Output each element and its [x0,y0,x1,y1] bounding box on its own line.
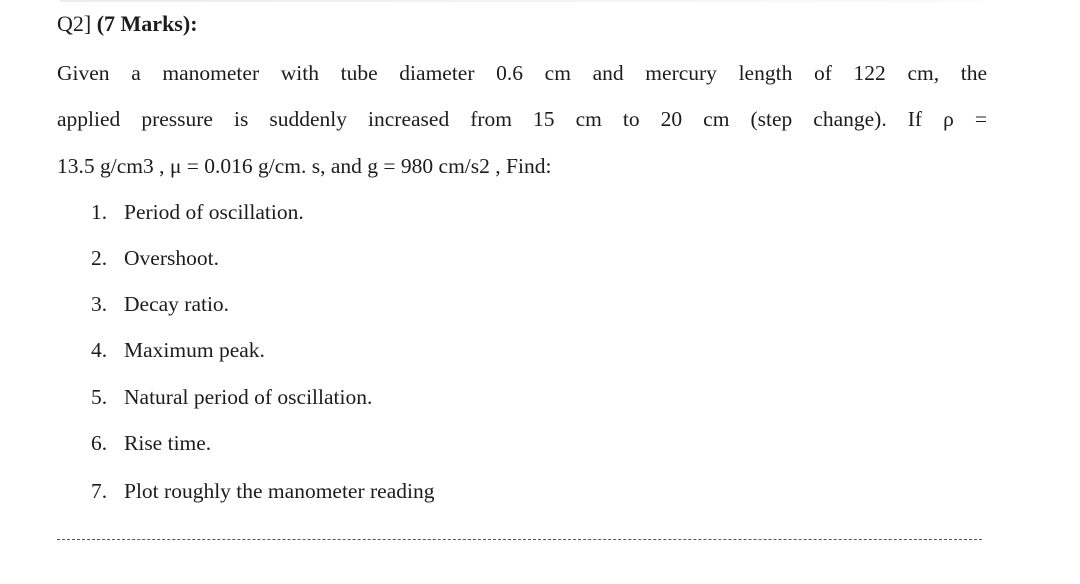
statement-line-2: applied pressure is suddenly increased from 15 cm to 20 cm (step change). If ρ = [57,107,987,131]
list-item-text: Natural period of oscillation. [124,385,373,409]
list-item-text: Overshoot. [124,246,219,270]
question-heading [57,10,198,38]
top-edge-divider [60,0,980,2]
list-item-number: 3. [91,292,108,316]
list-item-text: Decay ratio. [124,292,230,316]
list-item [91,383,372,411]
list-item-number: 1. [91,200,108,224]
list-item-text: Maximum peak. [124,338,265,362]
list-item [91,336,265,364]
statement-line-3: 13.5 g/cm3 , μ = 0.016 g/cm. s, and g = 980 cm/s2 , Find: [57,154,552,178]
list-item [91,244,219,272]
list-item-number: 6. [91,431,108,455]
list-item [91,477,434,505]
list-item [91,429,211,457]
list-item-number: 2. [91,246,108,270]
list-item [91,290,229,318]
list-item [91,198,304,226]
list-item-text: Period of oscillation. [124,200,304,224]
dashed-divider [57,539,982,540]
list-item-text: Rise time. [124,431,212,455]
list-item-number: 7. [91,479,108,503]
list-item-number: 4. [91,338,108,362]
statement-line-1: Given a manometer with tube diameter 0.6 cm and mercury length of 122 cm, the [57,61,987,85]
question-number: Q2] [57,11,92,36]
list-item-text: Plot roughly the manometer reading [124,479,435,503]
list-item-number: 5. [91,385,108,409]
question-marks: (7 Marks): [96,11,198,36]
